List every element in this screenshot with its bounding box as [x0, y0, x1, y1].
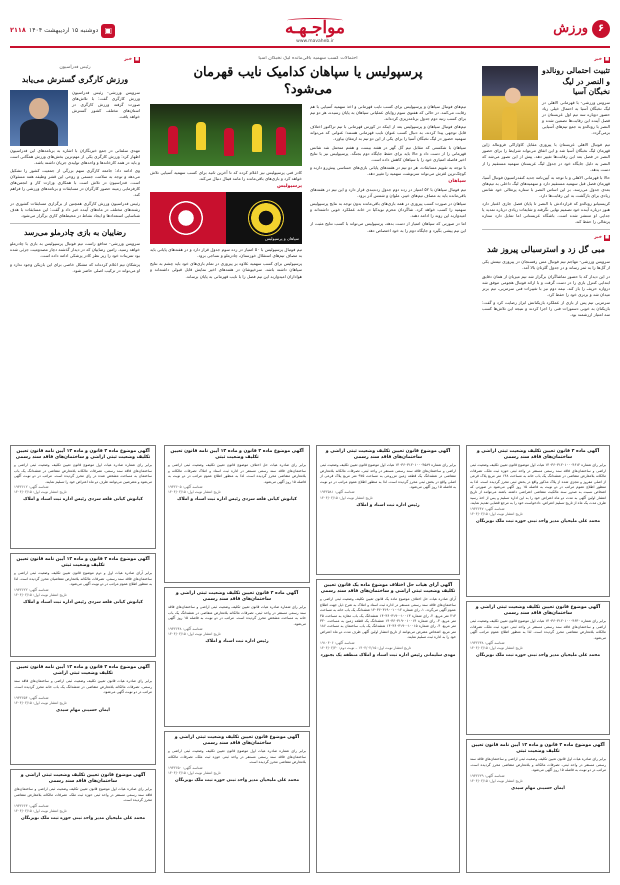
labor-kicker: رئیس فدراسیون: [59, 65, 91, 71]
sepahan-paragraph: اما در صورتی که سپاهان امتیاز از دست بدهد، پرسپولیس می‌تواند با کسب نتایج مثبت از این تیم پیشی بگیرد و جایگاه دوم را به خود اختصاص دهد.: [310, 221, 466, 233]
ronaldo-paragraph: سروس ورزشی- با قهرمانی الاهلی در لیگ نخبگان آسیا به احتمال خیلی زیاد حضور دوباره سه تیم اول عربستان در فصل آینده این رقابت‌ها تضمین شده و النصر با رونالدو به جمع تیم‌های آسیایی برمی‌گردد.: [542, 100, 610, 136]
tag-label: خبر: [124, 56, 132, 62]
ad-date: تاریخ انتشار نوبت اول: ۱۴۰۴/۰۲/۱۵: [470, 646, 523, 651]
mid-paragraph: سرمربی تیم پس از بازی از عملکرد بازیکنانش ابراز رضایت کرد و گفت: بازیکنان به خوبی دستورات فنی را اجرا کردند و نتیجه این تلاش‌ها کسب سه امتیاز ارزشمند بود.: [482, 299, 610, 318]
ad-date: تاریخ انتشار نوبت اول: ۱۴۰۴/۰۲/۱۵: [470, 511, 523, 516]
ad-body: برابر رای صادره هیات قانون تعیین تکلیف وضعیت ثبتی اراضی و ساختمان‌های فاقد سند رسمی، تصرفات مالکانه بلامعارض متقاضی در ششدانگ یک باب خانه محرز گردیده است. مراتب در دو نوبت آگهی می‌شود.: [14, 679, 152, 695]
left-column: [10, 56, 140, 439]
ad-body: برابر رای شماره صادره هیات اول موضوع قانون تعیین تکلیف وضعیت ثبتی اراضی و ساختمان‌های فاقد سند رسمی مستقر در واحد ثبتی حوزه ثبت ملک، تصرفات مالکانه بلامعارض متقاضی محرز گردیده است.: [168, 749, 306, 765]
mid-paragraph: در این دیدار که با حضور تماشاگران برگزار شد تیم میزبان از همان دقایق ابتدایی کنترل بازی را در دست گرفت و با ارائه فوتبال هجومی موفق شد دروازه حریف را باز کند. نیمه دوم نیز با تغییرات فنی سرمربی، تیم برتر میدان شد و برتری خود را حفظ کرد.: [482, 273, 610, 297]
ad-body: برابر رای صادره هیات اول قانون تعیین تکلیف وضعیت ثبتی اراضی و ساختمان‌های فاقد سند رسمی مستقر در واحد ثبتی، تصرفات مالکانه و بلامعارض متقاضی محرز گردیده است. مراتب در دو نوبت به فاصله ۱۵ روز آگهی می‌شود.: [470, 757, 606, 773]
main-paragraph: تیم‌های فوتبال سپاهان و پرسپولیس بعد از اینکه در کورس قهرمانی با تیم تراکتور اختلاف قابل توجهی پیدا کردند، به دنبال کسب عنوان نایب قهرمانی هستند؛ عنوانی که می‌تواند سهمیه حضور در لیگ نخبگان آسیا را برای یکی از این دو تیم به ارمغان بیاورد.: [310, 124, 466, 142]
ad-title: آگهی موضوع ماده ۳ قانون و ماده ۱۳ آیین نامه قانون تعیین تکلیف وضعیت ثبتی اراضی: [16, 665, 150, 677]
legal-ad: [316, 579, 460, 873]
mid-paragraph: سرویس ورزشی- مهاجم تیم فوتبال مس رفسنجان در پیروزی تیمش یکی از گل‌ها را به ثمر رساند و در جدول گلزنان بالا آمد.: [482, 259, 610, 271]
ad-title: آگهی ماده ۳ قانون تعیین تکلیف وضعیت ثبتی اراضی و ساختمان‌های فاقد سند رسمی: [476, 449, 600, 461]
ad-body: آرای صادره هیات حل اختلاف موضوع ماده یک قانون تعیین تکلیف وضعیت ثبتی اراضی و ساختمان‌های فاقد سند رسمی مستقر در اداره ثبت اسناد و املاک به شرح ذیل جهت اطلاع عموم آگهی می‌گردد. ۱- رای شماره ۱۴۰۳۶۰۳۱۹۰۰۱۰۰۱۲ ششدانگ یک باب خانه به مساحت ۲۱۴ متر مربع. ۲- رای شماره ۱۴۰۳۶۰۳۱۹۰۰۱۰۰۱۳ ششدانگ یک باب مغازه به مساحت ۴۵ متر مربع. ۳- رای شماره ۱۴۰۳۶۰۳۱۹۰۰۱۰۰۱۴ ششدانگ یک قطعه زمین به مساحت ۳۲۰ متر مربع. ۴- رای شماره ۱۴۰۳۶۰۳۱۹۰۰۱۰۰۱۵ ششدانگ یک باب ساختمان به مساحت ۱۸۶ متر مربع. اشخاص معترض می‌توانند از تاریخ انتشار اولین آگهی ظرف مدت دو ماه اعتراض خود را به اداره ثبت تسلیم نمایند.: [320, 597, 457, 640]
news-tag: [124, 57, 140, 64]
ad-title: آگهی موضوع قانون تعیین تکلیف وضعیت ثبتی اراضی و ساختمان‌های فاقد سند رسمی: [20, 773, 146, 785]
ad-title: آگهی ماده ۳ قانون تعیین تکلیف وضعیت ثبتی اراضی و ساختمان‌های فاقد سند رسمی: [175, 591, 299, 603]
legal-ad: [466, 445, 610, 597]
legal-ad: [10, 445, 156, 549]
issue-number: ۲۱۱۸: [10, 26, 26, 35]
ad-number: شناسه آگهی: ۱۹۳۲۶۲۲: [14, 587, 49, 592]
column-divider: [10, 223, 140, 224]
ad-number: شناسه آگهی: ۱۹۳۲۶۰۵: [168, 484, 203, 489]
club-logos-photo: [150, 192, 302, 244]
player-figure: [276, 127, 286, 155]
ad-date: تاریخ انتشار نوبت اول: ۱۴۰۴/۰۲/۱۵: [168, 632, 221, 637]
ad-title: آگهی آرای هیات حل اختلاف موضوع ماده یک قانون تعیین تکلیف وضعیت ثبتی اراضی و ساختمان‌های فاقد سند رسمی: [320, 583, 456, 595]
ad-number: شناسه آگهی: ۱۹۳۲۶۵۴: [14, 695, 49, 700]
ad-body: برابر رای شماره صادره هیات اول موضوع قانون تعیین تکلیف وضعیت ثبتی اراضی و ساختمان‌های فاقد سند رسمی، تصرفات مالکانه بلامعارض متقاضی در ششدانگ یک باب ساختمان به مساحت مشخص شده در رای محرز گردیده است. مراتب در دو نوبت آگهی می‌شود و معترضین می‌توانند ظرف دو ماه اعتراض خود را تسلیم نمایند.: [14, 463, 152, 484]
ad-signature: کیانوش کیانی قلعه سردی رئیس اداره ثبت اسناد و املاک: [23, 599, 143, 605]
page-number: ۶: [592, 20, 610, 38]
ad-body: برابر رای صادره هیات حل اختلاف موضوع قانون تعیین تکلیف وضعیت ثبتی اراضی و ساختمان‌های فاقد سند رسمی مستقر در اداره ثبت اسناد و املاک تصرفات مالکانه و بلامعارض متقاضی محرز گردیده است. لذا به منظور اطلاع عموم مراتب در دو نوبت به فاصله ۱۵ روز آگهی می‌شود.: [168, 463, 306, 484]
column-divider: [482, 229, 610, 230]
ad-date: تاریخ انتشار نوبت اول: ۱۴۰۴/۰۲/۱۵: [14, 490, 67, 495]
main-paragraph: با توجه به تقویم مسابقات، هر دو تیم در هفته‌های پایانی بازی‌های حساسی پیش‌رو دارند و کوچک‌ترین لغزش می‌تواند سرنوشت سهمیه را تغییر دهد.: [310, 164, 466, 176]
ad-number: شناسه آگهی: ۱۹۳۲۶۵۰: [168, 765, 203, 770]
ad-number: شناسه آگهی: ۱۹۳۲۶۳۸: [470, 640, 505, 645]
clubs-photo-wrap: [150, 192, 302, 244]
ad-title: آگهی موضوع قانون تعیین تکلیف وضعیت ثبتی اراضی و ساختمان‌های فاقد سند رسمی: [174, 735, 300, 747]
ad-number: شناسه آگهی: ۱۹۳۲۶۴۷: [470, 506, 505, 511]
main-headline: پرسپولیس یا سپاهان کدامیک نایب قهرمان می‌شود؟: [193, 64, 423, 97]
main-text-right: [310, 104, 466, 439]
main-paragraph: سپاهان با شکستی که مقابل تیم گل گهر در هفته بیست و هفتم متحمل شد شانس قهرمانی را از دست داد و حالا باید برای حفظ جایگاه دوم بجنگد. پرسپولیس نیز با نتایج اخیر فاصله امتیازی خود را با سپاهان کاهش داده است.: [310, 144, 466, 162]
legal-ad: [466, 739, 610, 873]
ad-number: شناسه آگهی: ۱۹۳۲۶۱۲: [14, 484, 49, 489]
date-icon: ▣: [101, 24, 115, 38]
ad-body: برابر آرای صادره هیات اول و دوم موضوع قانون تعیین تکلیف وضعیت ثبتی اراضی و ساختمان‌های فاقد سند رسمی، تصرفات مالکانه بلامعارض متقاضیان محرز گردیده است. لذا به منظور اطلاع عموم مراتب در دو نوبت آگهی می‌شود.: [14, 571, 152, 587]
ronaldo-headline: تثبیت احتمالی رونالدو و النصر در لیگ نخبگان آسیا: [542, 66, 610, 96]
ad-number: شناسه آگهی: ۱۹۳۲۵۸۱: [320, 490, 355, 495]
ad-body: برابر رای شماره ۱۴۰۳۶۰۳۱۲۰۱۰۰۰۴۵۸۹ هیات اول موضوع قانون تعیین تکلیف وضعیت ثبتی اراضی و ساختمان‌های فاقد سند رسمی مستقر در واحد ثبتی، تصرفات مالکانه بلامعارض متقاضی در ششدانگ یک قطعه زمین مزروعی به مساحت ۹۷۵ متر مربع پلاک فرعی از اصلی واقع در بخش ثبتی محرز گردیده است. لذا به منظور اطلاع عموم مراتب در دو نوبت به فاصله ۱۵ روز آگهی می‌شود.: [320, 463, 456, 489]
header-rule: [10, 46, 610, 48]
tag-label: خبر: [594, 234, 602, 240]
right-column: [482, 56, 610, 439]
mid-headline: مبی گل زد و استرسبالی پیروز شد: [486, 244, 606, 255]
main-kicker: احتمالات کسب سهمیه باقی‌مانده لیگ نخبگان آسیا: [258, 56, 358, 61]
main-text-left: [150, 104, 302, 439]
ad-date: تاریخ انتشار نوبت اول: ۱۴۰۴/۰۲/۱۵: [14, 808, 67, 813]
labor-paragraph: رئیس فدراسیون ورزش کارگری همچنین از برگزاری مسابقات کشوری در رشته‌های مختلف در ماه‌های آینده خبر داد و گفت: این مسابقات با هدف شناسایی استعدادها و ایجاد نشاط در محیط‌های کاری برگزار می‌شود.: [10, 200, 140, 218]
ad-number: شناسه آگهی: ۱۹۳۲۶۲۹: [470, 773, 505, 778]
player-figure: [252, 124, 262, 152]
ad-number: شناسه آگهی: ۱۹۳۲۶۴۸: [168, 626, 203, 631]
sepahan-paragraph: سپاهان در صورت کسب پیروزی در همه بازی‌های باقی‌مانده بدون توجه به نتایج پرسپولیس سهمیه را کسب خواهد کرد. شاگردان محرم نویدکیا در خانه عملکرد خوبی داشته‌اند و امیدوارند این روند را ادامه دهند.: [310, 201, 466, 219]
ronaldo-photo-wrap: [482, 66, 538, 140]
match-photo-wrap: [150, 104, 302, 166]
persepolis-paragraph: پرسپولیس برای کسب سهمیه علاوه بر پیروزی در تمام بازی‌های خود باید چشم به نتایج سپاهان داشته باشد. سرخپوشان در هفته‌های اخیر نمایش قابل قبولی داشته‌اند و هواداران امیدوارند این تیم فصل را با نایب قهرمانی به پایان برساند.: [150, 261, 302, 279]
tag-icon: ■: [134, 57, 140, 62]
ad-signature: رئیس اداره ثبت اسناد و املاک: [205, 639, 269, 645]
subhead-persepolis: پرسپولیس: [276, 184, 302, 190]
section-badge: [553, 20, 610, 39]
persepolis-paragraph: تیم فوتبال پرسپولیس با ۵۰ امتیاز در رده سوم جدول قرار دارد و در هفته‌های پایانی باید به مصاف تیم‌های استقلال خوزستان، چادرملو و نساجی برود.: [150, 247, 302, 259]
legal-ad: [164, 731, 310, 873]
tag-icon: ■: [604, 57, 610, 62]
logo-text: مواجـهـه: [284, 18, 346, 38]
ad-signature: کیانوش کیانی قلعه سردی رئیس اداره ثبت اسناد و املاک: [23, 497, 143, 503]
ad-signature: ایمان حسینی مهام سیدی: [56, 707, 110, 713]
photo-caption: سپاهان و پرسپولیس: [265, 236, 299, 242]
labor-paragraph: وی ادامه داد: جامعه کارگری سهم بزرگی از جمعیت کشور را تشکیل می‌دهد و توجه به سلامت جسمی و روحی این قشر وظیفه همه مسئولان است. فدراسیون در تلاش است با همکاری وزارت کار و انجمن‌های کارفرمایی زمینه حضور کارگران در مسابقات و برنامه‌های ورزشی را فراهم کند.: [10, 168, 140, 198]
ad-body: برابر رای شماره ۱۴۰۳۶۰۳۱۲۰۱۰۰۰۴۶۱۲ هیات اول موضوع قانون تعیین تکلیف وضعیت ثبتی اراضی و ساختمان‌های فاقد سند رسمی مستقر در واحد ثبتی حوزه ثبت ملک، تصرفات مالکانه بلامعارض متقاضی در ششدانگ یک باب خانه به مساحت ۱۴۸ متر مربع پلاک فرعی از اصلی مفروز و مجزی شده از پلاک مذکور واقع در بخش ثبتی محرز گردیده است. لذا به منظور اطلاع عموم مراتب در دو نوبت به فاصله ۱۵ روز آگهی می‌شود در صورتی که اشخاص نسبت به صدور سند مالکیت متقاضی اعتراضی داشته باشند می‌توانند از تاریخ انتشار اولین آگهی به مدت دو ماه اعتراض خود را به این اداره تسلیم و پس از اخذ رسید ظرف مدت یک ماه از تاریخ تسلیم اعتراض، دادخواست خود را به مرجع قضایی تقدیم نمایند.: [470, 463, 606, 506]
official-portrait: [10, 90, 68, 146]
jump-paragraph: سرویس ورزشی- مدافع راست تیم فوتبال پرسپولیس به بازی با چادرملو خواهد رسید. رامین رضاییان که در دیدار گذشته دچار مصدومیت جزئی شده بود تمرینات خود را زیر نظر کادر پزشکی ادامه داده است.: [10, 241, 140, 259]
ad-signature: ایمان حسینی مهام سیدی: [511, 785, 565, 791]
ronaldo-paragraph: حالا با قهرمانی الاهلی و با توجه به آیین‌نامه جدید کنفدراسیون فوتبال آسیا، قهرمان فصل قبل سهمیه مستقیم دارد و سهمیه‌های لیگ داخلی به تیم‌های بعدی جدول می‌رسد. بر این اساس النصر با ستاره پرتغالی خود شانس زیادی برای بازگشت به این رقابت‌ها دارد.: [482, 174, 610, 199]
ad-signature: محمد علی ملیحیان مدیر واحد ثبتی حوزه ثبت ملک نوبرنگان: [475, 653, 601, 659]
player-figure: [224, 128, 234, 156]
ad-title: آگهی موضوع ماده ۳ قانون و ماده ۱۳ آیین نامه قانون تعیین تکلیف وضعیت ثبتی اراضی و ساختمان‌های فاقد سند رسمی: [15, 449, 151, 461]
ad-signature: کیانوش کیانی قلعه سردی رئیس اداره ثبت اسناد و املاک: [177, 497, 297, 503]
labor-paragraph: مهدی سلمانی در جمع خبرنگاران با اشاره به برنامه‌های این فدراسیون اظهار کرد: ورزش کارگری یکی از مهم‌ترین بخش‌های ورزش همگانی است و باید در همه کارخانه‌ها و واحدهای تولیدی جریان داشته باشد.: [10, 147, 140, 165]
ad-title: آگهی موضوع ماده ۳ قانون و ماده ۱۳ آیین نامه قانون تعیین تکلیف وضعیت ثبتی: [471, 743, 605, 755]
legal-ad: [164, 587, 310, 727]
page-header: [10, 14, 610, 48]
ad-signature: رئیس اداره ثبت اسناد و املاک: [356, 502, 420, 508]
ronaldo-lead: [482, 66, 610, 140]
legal-ad: [316, 445, 460, 575]
legal-ads-section: [10, 445, 610, 873]
issue-date: دوشنبه ۱۵ اردیبهشت ۱۴۰۴: [28, 26, 99, 34]
ad-signature: محمد علی ملیحیان مدیر واحد ثبتی حوزه ثبت ملک نوبرنگان: [475, 518, 601, 524]
ad-title: آگهی موضوع ماده ۳ قانون و ماده ۱۳ آیین نامه قانون تعیین تکلیف وضعیت ثبتی: [170, 449, 304, 461]
ad-body: برابر رای شماره صادره هیات قانون تعیین تکلیف وضعیت ثبتی اراضی و ساختمان‌های فاقد سند رسمی مستقر در واحد ثبتی، تصرفات مالکانه بلامعارض متقاضی در ششدانگ یک باب خانه به مساحت مشخص محرز گردیده است. مراتب در دو نوبت به فاصله ۱۵ روز آگهی می‌شود.: [168, 605, 306, 626]
jump-headline: رضاییان به بازی چادرملو می‌رسد: [24, 227, 126, 237]
ad-date: تاریخ انتشار نوبت اول: ۱۴۰۴/۰۲/۱۵: [168, 770, 221, 775]
ronaldo-paragraph: تیم فوتبال الاهلی عربستان با پیروزی مقابل کاوازاکی فرونتاله ژاپن قهرمان لیگ نخبگان آسیا شد و این اتفاق می‌تواند شرایط را برای حضور النصر در فصل بعد این رقابت‌ها تغییر دهد. پیش از این تصور می‌شد که النصر به دلیل جایگاه خود در جدول لیگ عربستان سهمیه مستقیم را از دست بدهد.: [482, 142, 610, 172]
portrait-wrap: [10, 90, 68, 146]
match-photo: [150, 104, 302, 166]
ad-date: تاریخ انتشار نوبت اول: ۱۴۰۴/۰۲/۱۵ – نوبت دوم: ۱۴۰۴/۰۲/۳۰: [320, 645, 412, 650]
ad-body: برابر رای شماره ۱۴۰۳۶۰۳۱۲۰۱۰۰۰۴۶۳۰ هیات اول موضوع قانون تعیین تکلیف وضعیت ثبتی اراضی و ساختمان‌های فاقد سند رسمی مستقر در واحد ثبتی حوزه ثبت ملک، تصرفات مالکانه بلامعارض متقاضی محرز گردیده است. لذا به منظور اطلاع عموم مراتب آگهی می‌شود.: [470, 619, 606, 640]
ad-date: تاریخ انتشار نوبت اول: ۱۴۰۴/۰۲/۱۵: [14, 700, 67, 705]
ad-date: تاریخ انتشار نوبت اول: ۱۴۰۴/۰۲/۱۵: [14, 592, 67, 597]
legal-ad: [164, 445, 310, 583]
legal-ad: [466, 601, 610, 735]
legal-ad: [10, 553, 156, 657]
main-paragraph: تیم‌های فوتبال سپاهان و پرسپولیس برای کسب نایب قهرمانی و اخذ سهمیه آسیایی با هم رقابت می‌کنند. در حالی که هفتوی سوم زوایای عملیاتی سپاهان به پایان رسیده، هر دو تیم برای کسب رتبه دوم جدول برنامه‌ریزی کرده‌اند.: [310, 104, 466, 122]
labor-lead: [10, 90, 140, 146]
ad-date: تاریخ انتشار نوبت اول: ۱۴۰۴/۰۲/۱۵: [168, 490, 221, 495]
legal-ad: [10, 769, 156, 873]
logo-swoosh-icon: [287, 18, 343, 23]
ad-title: آگهی موضوع قانون تعیین تکلیف وضعیت ثبتی اراضی و ساختمان‌های فاقد سند رسمی: [475, 605, 601, 617]
player-figure: [168, 126, 178, 154]
ad-date: تاریخ انتشار نوبت اول: ۱۴۰۴/۰۲/۱۵: [320, 495, 373, 500]
ad-number: شناسه آگهی: ۱۹۳۲۶۶۳: [14, 803, 49, 808]
sepahan-paragraph: کادر فنی پرسپولیس نیز اعلام کرده که تا آخرین ثانیه برای کسب سهمیه آسیایی تلاش خواهد کرد و بازی‌های باقی‌مانده را مانند فینال دنبال می‌کند.: [150, 170, 302, 182]
labor-paragraph: سرویس ورزشی- رئیس فدراسیون ورزش کارگری گفت: با تلاش‌های صورت گرفته ورزش کارگری در استان‌های مختلف کشور گسترش خواهد یافت.: [72, 89, 140, 120]
ad-number: شناسه آگهی: ۱۹۱۰۴۰۶: [320, 640, 355, 645]
tag-icon: ■: [604, 235, 610, 241]
ad-signature: مهدی سلیمانی رئیس اداره ثبت اسناد و املاک منطقه یک بجنورد: [320, 652, 456, 658]
ad-signature: محمد علی ملیحیان مدیر واحد ثبتی حوزه ثبت ملک نوبرنگان: [174, 777, 300, 783]
ad-signature: محمد علی ملیحیان مدیر واحد ثبتی حوزه ثبت ملک نوبرنگان: [20, 815, 146, 821]
newspaper-logo: [275, 16, 355, 45]
ad-title: آگهی موضوع ماده ۳ قانون و ماده ۱۳ آیین نامه قانون تعیین تکلیف وضعیت ثبتی: [16, 557, 150, 569]
ad-body: برابر رای صادره هیات اول موضوع قانون تعیین تکلیف وضعیت ثبتی اراضی و ساختمان‌های فاقد سند رسمی مستقر در واحد ثبتی حوزه ثبت ملک، تصرفات مالکانه بلامعارض متقاضی محرز گردیده است.: [14, 787, 152, 803]
ronaldo-photo: [482, 66, 538, 140]
labor-headline: ورزش کارگری گسترش می‌یابد: [21, 73, 129, 84]
persepolis-logo-icon: [168, 200, 204, 236]
sepahan-logo-icon: [248, 200, 284, 236]
legal-ad: [10, 661, 156, 765]
date-block: [10, 24, 115, 38]
ad-date: تاریخ انتشار نوبت اول: ۱۴۰۴/۰۲/۱۵: [470, 778, 523, 783]
ronaldo-paragraph: کریستیانو رونالدو که قراردادش با النصر تا پایان فصل جاری اعتبار دارد هنوز درباره آینده خود تصمیم نهایی نگرفته و شایعات زیادی درباره تمدید یا جدایی او منتشر شده است. باشگاه عربستانی اما تمایل دارد ستاره پرتغالی را حفظ کند.: [482, 201, 610, 225]
logo-url: www.mavaheb.ir: [296, 38, 334, 44]
player-figure: [196, 122, 206, 150]
tag-label: خبر: [594, 56, 602, 62]
sepahan-paragraph: تیم فوتبال سپاهان با ۵۲ امتیاز در رده دوم جدول رده‌بندی قرار دارد و این تیم در هفته‌های باقی‌مانده باید به مصاف تیم‌های خیبر، ملوان و شمس آذر برود.: [310, 186, 466, 199]
subhead-sepahan: سپاهان: [448, 179, 466, 185]
news-tag: [594, 235, 610, 242]
ad-title: آگهی موضوع قانون تعیین تکلیف وضعیت ثبتی اراضی و ساختمان‌های فاقد سند رسمی: [325, 449, 451, 461]
jump-paragraph: پزشکان تیم اعلام کرده‌اند که مشکل خاصی برای این بازیکن وجود ندارد و او می‌تواند در ترکیب اصلی حاضر شود.: [10, 261, 140, 273]
main-story: [150, 56, 466, 439]
news-tag: [594, 57, 610, 64]
section-name: ورزش: [553, 21, 588, 36]
